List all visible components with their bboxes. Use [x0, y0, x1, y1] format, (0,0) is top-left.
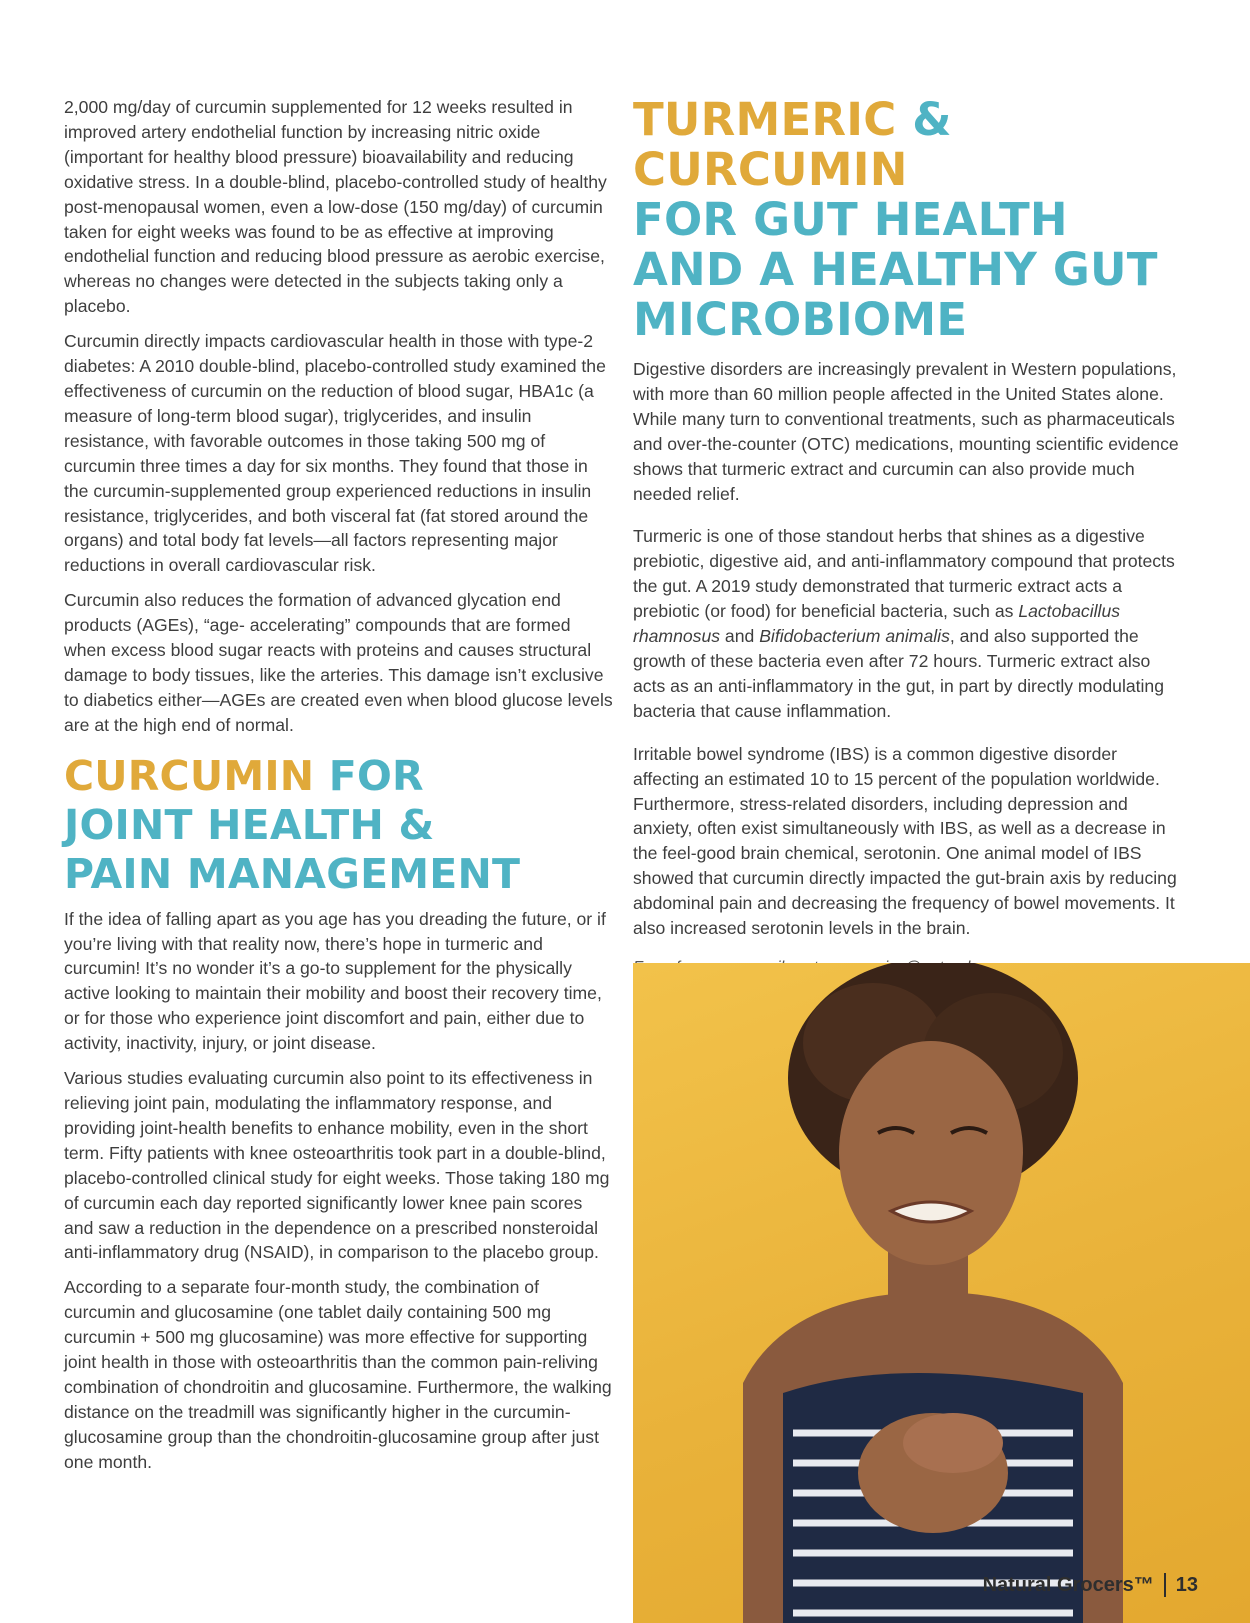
woman-joint-pain-photo: [633, 963, 1250, 1623]
heading-word: TURMERIC: [633, 93, 897, 146]
body-paragraph: If the idea of falling apart as you age has you dreading the future, or if you’re living with that reality now, there’s hope in turmeric and curcumin! It’s no wonder it’s a go-to supplement for the physically active looking to maintain their mobility and boost their recovery time, or for those who experience joint discomfort and pain, either due to activity, inactivity, injury, or joint disease.: [64, 908, 606, 1054]
text-run: , and also supported the growth of these bacteria even after 72 hours. Turmeric extract also acts as an anti-inflammatory in the gut, in part by directly modulating bacteria that cause inflammation.: [633, 626, 1164, 721]
body-paragraph: Curcumin also reduces the formation of advanced glycation end products (AGEs), “age- accelerating” compounds that are formed when excess blood sugar reacts with proteins and causes structural damage to body tissues, like the arteries. This damage isn’t exclusive to diabetics either—AGEs are created even when blood glucose levels are at the high end of normal.: [64, 590, 613, 735]
body-paragraph: Various studies evaluating curcumin also point to its effectiveness in relieving joint pain, modulating the inflammatory response, and providing joint-health benefits to enhance mobility, even in the short term. Fifty patients with knee osteoarthritis took part in a double-blind, placebo-controlled clinical study for eight weeks. Those taking 180 mg of curcumin each day reported significantly lower knee pain scores and saw a reduction in the dependence on a prescribed nonsteroidal anti-inflammatory drug (NSAID), in comparison to the placebo group.: [64, 1068, 610, 1263]
body-paragraph: 2,000 mg/day of curcumin supplemented for 12 weeks resulted in improved artery endothelial function by increasing nitric oxide (important for healthy blood pressure) bioavailability and reducing oxidative stress. In a double-blind, placebo-controlled study of healthy post-menopausal women, even a low-dose (150 mg/day) of curcumin taken for eight weeks was found to be as effective at improving endothelial function and reducing blood pressure as aerobic exercise, whereas no changes were detected in the subjects taking only a placebo.: [64, 97, 607, 317]
section-heading-gut-health: [633, 95, 1185, 345]
body-paragraph: [633, 524, 1185, 723]
section-heading-joint-health: [64, 752, 614, 899]
heading-line: AND A HEALTHY GUT: [633, 243, 1158, 296]
heading-line: FOR GUT HEALTH: [633, 193, 1068, 246]
heading-word: CURCUMIN: [633, 143, 908, 196]
page-number: 13: [1175, 1573, 1198, 1596]
heading-word: FOR: [314, 751, 424, 800]
brand-name: Natural Grocers™: [982, 1573, 1154, 1596]
page-footer: [983, 1573, 1198, 1597]
body-paragraph: Irritable bowel syndrome (IBS) is a common digestive disorder affecting an estimated 10 to 15 percent of the population worldwide. Furthermore, stress-related disorders, including depression and anxiety, often exist simultaneously with IBS, as well as a decrease in the feel-good brain chemical, serotonin. One animal model of IBS showed that curcumin directly impacted the gut-brain axis by reducing abdominal pain and decreasing the frequency of bowel movements. It also increased serotonin levels in the brain.: [633, 743, 1177, 939]
body-paragraph: According to a separate four-month study, the combination of curcumin and glucosamine (one tablet daily containing 500 mg curcumin + 500 mg glucosamine) was more effective for supporting joint health in those with osteoarthritis than the common pain-reliving combination of chondroitin and glucosamine. Furthermore, the walking distance on the treadmill was significantly higher in the curcumin-glucosamine group than the chondroitin-glucosamine group after just one month.: [64, 1277, 612, 1472]
body-paragraph: Digestive disorders are increasingly prevalent in Western populations, with more than 60 million people affected in the United States alone. While many turn to conventional treatments, such as pharmaceuticals and over-the-counter (OTC) medications, mounting scientific evidence shows that turmeric extract and curcumin can also provide much needed relief.: [633, 359, 1179, 504]
species-name: Lactobacillus rhamnosus: [633, 601, 1121, 647]
body-paragraph: Curcumin directly impacts cardiovascular health in those with type-2 diabetes: A 2010 double-blind, placebo-controlled study examined the effectiveness of curcumin on the reduction of blood sugar, HBA1c (a measure of long-term blood sugar), triglycerides, and insulin resistance, with favorable outcomes in those taking 500 mg of curcumin three times a day for six months. They found that those in the curcumin-supplemented group experienced reductions in insulin resistance, triglycerides, and both visceral fat (fat stored around the organs) and total body fat levels—all factors representing major reductions in overall cardiovascular risk.: [64, 331, 606, 576]
species-name: Bifidobacterium animalis: [759, 626, 950, 647]
heading-line: MICROBIOME: [633, 293, 968, 346]
left-column: [64, 95, 614, 1485]
heading-line: PAIN MANAGEMENT: [64, 849, 521, 898]
footer-divider: [1164, 1573, 1166, 1597]
heading-word: CURCUMIN: [64, 751, 315, 800]
photo-illustration: [633, 963, 1250, 1623]
heading-word: &: [896, 93, 952, 146]
heading-line: JOINT HEALTH &: [64, 800, 435, 849]
text-run: Turmeric is one of those standout herbs that shines as a digestive prebiotic, digestive aid, and anti-inflammatory compound that protects the gut. A 2019 study demonstrated that turmeric extract acts a prebiotic (or food) for beneficial bacteria, such as: [633, 526, 1175, 622]
text-run: and: [720, 626, 760, 647]
right-column: [633, 95, 1185, 977]
